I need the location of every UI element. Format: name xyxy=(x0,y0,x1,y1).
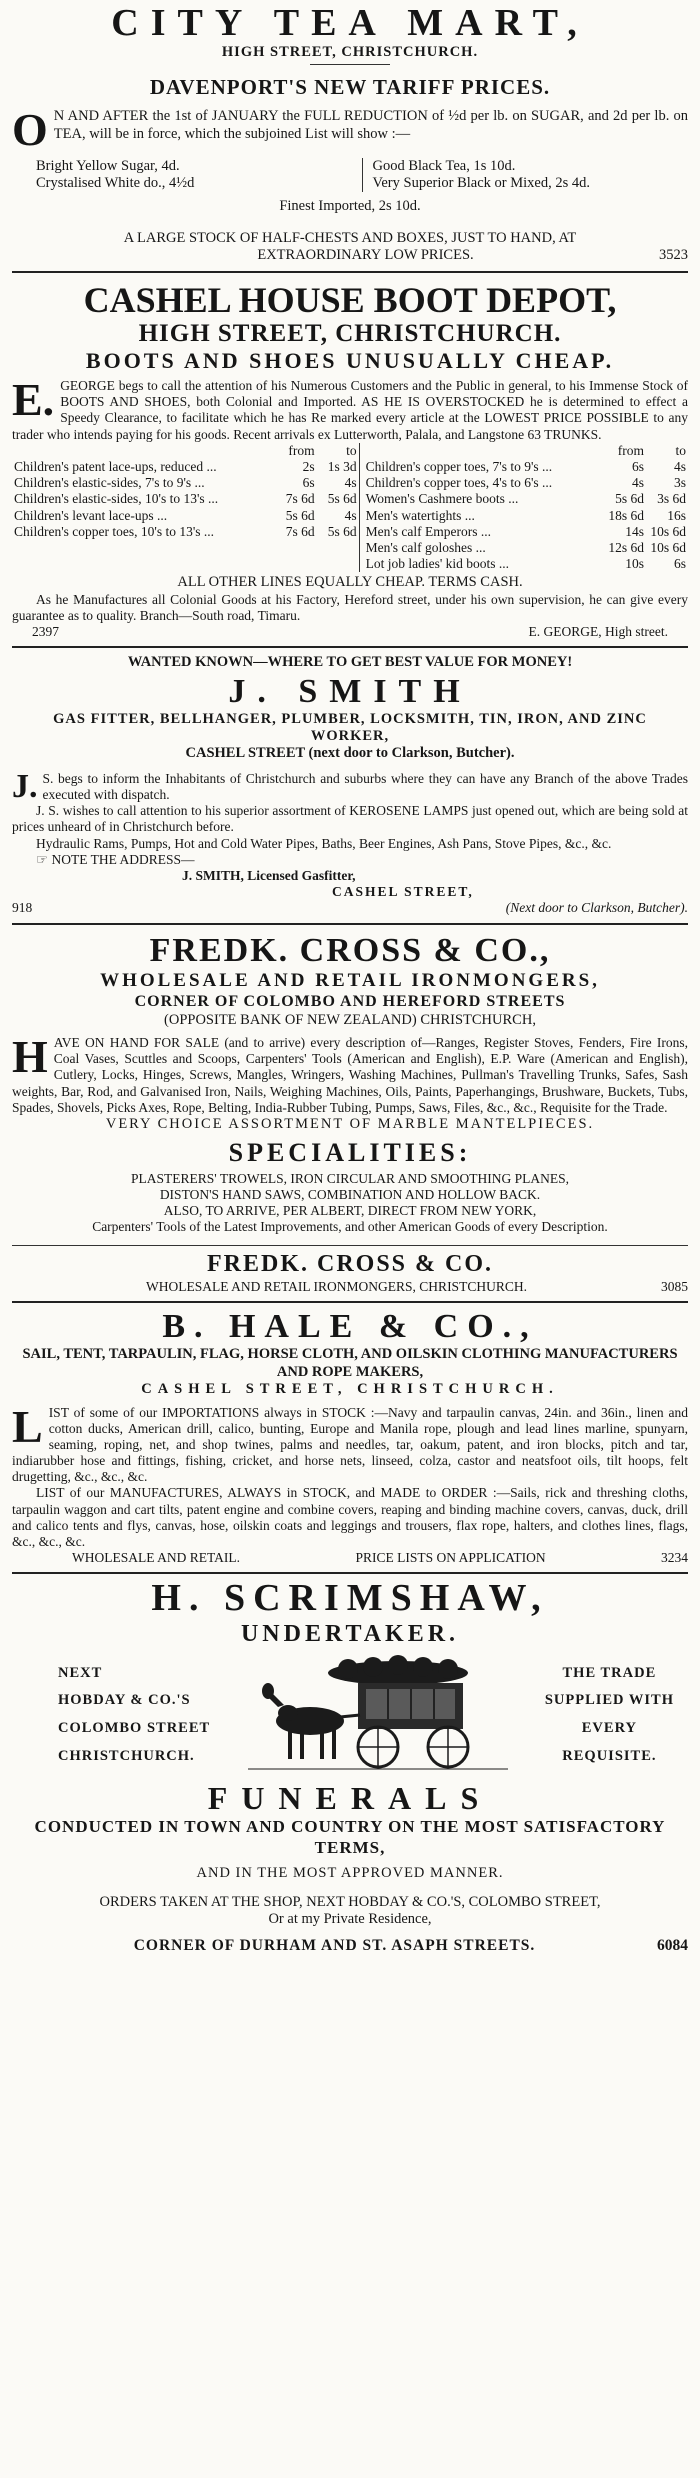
price-item: Bright Yellow Sugar, 4d. xyxy=(36,157,180,174)
ad-intro xyxy=(12,108,688,149)
ad-opposite: (OPPOSITE BANK OF NEW ZEALAND) CHRISTCHURCH, xyxy=(164,1011,536,1028)
ad-intro xyxy=(12,378,688,443)
table-row xyxy=(12,508,688,524)
ad-address: CASHEL STREET, CHRISTCHURCH. xyxy=(141,1381,559,1398)
price-from: 2s xyxy=(302,458,315,474)
price-to: 16s xyxy=(667,507,686,523)
address-line: HOBDAY & CO.'S xyxy=(58,1692,191,1709)
price-list xyxy=(36,158,688,193)
price-to: 5s 6d xyxy=(327,523,357,539)
item-name: Children's elastic-sides, 10's to 13's ... xyxy=(14,491,219,507)
price-from: 5s 6d xyxy=(285,507,315,523)
left-address-block xyxy=(12,1660,210,1770)
ad-address: HIGH STREET, CHRISTCHURCH. xyxy=(221,43,479,60)
ad-body xyxy=(12,1035,688,1116)
ad-body-text: S. begs to inform the Inhabitants of Christchurch and suburbs where they can have any Branch of the above Trades executed with dispatch. xyxy=(42,770,688,803)
col-header-from: from xyxy=(617,442,644,458)
ad-body-text: Hydraulic Rams, Pumps, Hot and Cold Water Pipes, Baths, Beer Engines, Ash Pans, Stove Pipes, &c., &c. xyxy=(36,835,612,851)
trade-line: THE TRADE xyxy=(562,1664,657,1681)
ad-title: B. HALE & CO., xyxy=(162,1308,538,1346)
choice-line: VERY CHOICE ASSORTMENT OF MARBLE MANTELPIECES. xyxy=(105,1115,595,1132)
item-name: Children's copper toes, 7's to 9's ... xyxy=(365,458,553,474)
ad-body-text: J. S. wishes to call attention to his superior assortment of KEROSENE LAMPS just opened out, which are being sold at prices unheard of in Christchurch before. xyxy=(12,803,688,835)
item-name xyxy=(12,556,275,572)
ad-number: 6084 xyxy=(657,1936,688,1954)
speciality-line: Carpenters' Tools of the Latest Improvements, and other American Goods of every Description. xyxy=(92,1219,608,1235)
col-header-to: to xyxy=(675,442,686,458)
drop-cap: H xyxy=(12,1035,48,1083)
item-name: Men's calf Emperors ... xyxy=(365,523,492,539)
ad-number: 3234 xyxy=(661,1550,688,1566)
ad-number: 3085 xyxy=(661,1279,688,1295)
h-scrimshaw-ad xyxy=(12,1574,688,1955)
right-trade-block xyxy=(545,1660,688,1770)
speciality-line: DISTON'S HAND SAWS, COMBINATION AND HOLLOW BACK. xyxy=(159,1186,541,1202)
table-row xyxy=(12,475,688,491)
table-row xyxy=(12,459,688,475)
other-lines: ALL OTHER LINES EQUALLY CHEAP. TERMS CASH. xyxy=(177,574,523,591)
drop-cap: E. xyxy=(12,378,55,425)
price-from: 7s 6d xyxy=(285,491,315,507)
col-header-from: from xyxy=(288,442,315,458)
price-to: 10s 6d xyxy=(650,523,686,539)
table-row xyxy=(12,556,688,572)
ad-corner: CORNER OF COLOMBO AND HEREFORD STREETS xyxy=(134,993,566,1011)
wholesale-retail: WHOLESALE AND RETAIL. xyxy=(72,1550,241,1566)
price-to: 4s xyxy=(344,475,357,491)
trade-line: EVERY xyxy=(581,1720,638,1736)
address-line: NEXT xyxy=(58,1664,103,1681)
note-address: ☞ NOTE THE ADDRESS— xyxy=(36,851,195,867)
ad-title: H. SCRIMSHAW, xyxy=(151,1577,549,1620)
ad-number: 3523 xyxy=(659,247,688,264)
table-row xyxy=(12,524,688,540)
price-from: 10s xyxy=(625,556,644,572)
price-item: Good Black Tea, 1s 10d. xyxy=(372,157,516,174)
signature-note: (Next door to Clarkson, Butcher). xyxy=(505,900,688,916)
ad-body-text: LIST of our MANUFACTURES, ALWAYS in STOCK, and MADE to ORDER :—Sails, rick and threshing cloths, tarpaulin waggon and cart tilts, patent engine and combine covers, reaping and binding machine covers, canvas, duck, drill and calico tents and flys, canvas, hose, oilskin coats and leggings and trousers, flax rope, halters, and clothes lines, flags, &c., &c., &c. xyxy=(12,1485,688,1550)
price-item: Crystalised White do., 4½d xyxy=(36,174,195,191)
price-from: 6s xyxy=(302,475,315,491)
address-line: COLOMBO STREET xyxy=(58,1720,211,1736)
j-smith-ad xyxy=(12,648,688,924)
short-rule xyxy=(310,64,390,65)
ad-address: HIGH STREET, CHRISTCHURCH. xyxy=(138,320,562,348)
address-line: CHRISTCHURCH. xyxy=(58,1747,195,1764)
trade-line: REQUISITE. xyxy=(562,1747,657,1764)
price-to: 3s xyxy=(673,475,686,491)
ad-body xyxy=(12,771,688,803)
item-name: Children's elastic-sides, 7's to 9's ... xyxy=(14,475,205,491)
ad-intro-text: GEORGE begs to call the attention of his Numerous Customers and the Public in general, to his Immense Stock of BOOTS AND SHOES, both Colonial and Imported. AS HE IS OVERSTOCKED he is determined to effect a Speedy Clearance, to facilitate which he has Re marked every article at the LOWEST PRICE POSSIBLE to any trader who intends paying for his goods. Recent arrivals ex Lutterworth, Palala, and Langstone 63 TRUNKS. xyxy=(12,378,688,442)
manufacture-note: As he Manufactures all Colonial Goods at his Factory, Hereford street, under his own supervision, he can give every guarantee as to quality. Branch—South road, Timaru. xyxy=(12,591,688,623)
price-to xyxy=(317,540,360,556)
ad-address: CASHEL STREET (next door to Clarkson, Butcher). xyxy=(185,745,515,762)
ad-heading: DAVENPORT'S NEW TARIFF PRICES. xyxy=(149,75,551,100)
ad-body-text: AVE ON HAND FOR SALE (and to arrive) every description of—Ranges, Register Stoves, Fenders, Fire Irons, Coal Vases, Scuttles and Scoops, Carpenters' Tools (American and English), E.P. Ware (American and English), Cutlery, Locks, Hinges, Screws, Mangles, Wringers, Washing Machines, Pullman's Travelling Trunks, Safes, Sash weights, Bar, Rod, and Galvanised Iron, Nails, Weighing Machines, Oils, Paints, Paperhangings, Brushware, Buckets, Tubs, Spades, Shovels, Picks Axes, Rope, Belting, India-Rubber Tubing, Pumps, Saws, Files, &c., &c., Requisite for the Trade. xyxy=(12,1035,688,1115)
ad-body-text: IST of some of our IMPORTATIONS always in STOCK :—Navy and tarpaulin canvas, 24in. and 36in., linen and cotton ducks, American drill, calico, bunting, Europe and Manila rope, plough and lead lines marline, spunyarn, seaming, roping, net, and shop twines, palms and needles, tar, oakum, patent, and iron blocks, pitch and tar, indiarubber hose and fittings, fishing, cricket, and horse nets, linseed, colza, castor and neatsfoot oils, tilt hoops, felt drugetting, &c., &c., &c. xyxy=(12,1404,688,1485)
price-from: 6s xyxy=(631,458,644,474)
price-to: 10s 6d xyxy=(650,539,686,555)
stock-line: A LARGE STOCK OF HALF-CHESTS AND BOXES, JUST TO HAND, AT xyxy=(123,229,577,246)
orders-line: ORDERS TAKEN AT THE SHOP, NEXT HOBDAY & CO.'S, COLOMBO STREET, xyxy=(99,1894,601,1911)
ad-trades: GAS FITTER, BELLHANGER, PLUMBER, LOCKSMITH, TIN, IRON, AND ZINC WORKER, xyxy=(53,710,647,745)
item-name: Men's watertights ... xyxy=(365,507,475,523)
item-name: Children's levant lace-ups ... xyxy=(14,507,168,523)
price-from: 18s 6d xyxy=(608,507,644,523)
item-name: Children's patent lace-ups, reduced ... xyxy=(14,458,217,474)
signature: E. GEORGE, High street. xyxy=(528,624,668,640)
hearse-illustration xyxy=(248,1655,508,1775)
ad-slogan: BOOTS AND SHOES UNUSUALLY CHEAP. xyxy=(85,347,615,373)
b-hale-ad xyxy=(12,1303,688,1574)
table-row xyxy=(12,491,688,507)
price-to: 1s 3d xyxy=(327,458,357,474)
item-name xyxy=(12,540,275,556)
price-from: 5s 6d xyxy=(615,491,644,507)
ad-title: J. SMITH xyxy=(228,672,472,710)
item-name: Children's copper toes, 10's to 13's ... xyxy=(14,523,215,539)
ad-title: CITY TEA MART, xyxy=(111,2,589,44)
ad-number: 2397 xyxy=(32,624,59,640)
drop-cap: J. xyxy=(12,770,38,804)
ad-intro-text: N AND AFTER the 1st of JANUARY the FULL REDUCTION of ½d per lb. on SUGAR, and 2d per lb. on TEA, will be in force, which the subjoined List will show :— xyxy=(53,108,688,142)
stock-line: EXTRAORDINARY LOW PRICES. xyxy=(257,247,474,264)
price-from: 4s xyxy=(631,475,644,491)
city-tea-mart-ad xyxy=(12,2,688,273)
price-to: 6s xyxy=(673,556,686,572)
funerals-heading: FUNERALS xyxy=(207,1780,493,1816)
ad-title: CASHEL HOUSE BOOT DEPOT, xyxy=(83,279,617,320)
wanted-known: WANTED KNOWN—WHERE TO GET BEST VALUE FOR MONEY! xyxy=(127,654,573,671)
conducted-line: CONDUCTED IN TOWN AND COUNTRY ON THE MOST SATISFACTORY TERMS, xyxy=(34,1817,666,1858)
speciality-line: PLASTERERS' TROWELS, IRON CIRCULAR AND SMOOTHING PLANES, xyxy=(131,1170,569,1186)
price-to: 3s 6d xyxy=(657,491,686,507)
ad-number: 918 xyxy=(12,900,33,916)
item-name: Men's calf goloshes ... xyxy=(365,539,486,555)
price-item: Very Superior Black or Mixed, 2s 4d. xyxy=(372,174,590,191)
hearse-section xyxy=(12,1655,688,1775)
price-lists: PRICE LISTS ON APPLICATION xyxy=(355,1550,546,1566)
footer-title: FREDK. CROSS & CO. xyxy=(12,1245,688,1279)
price-from xyxy=(275,540,317,556)
specialities-heading: SPECIALITIES: xyxy=(228,1138,472,1168)
price-from: 14s xyxy=(625,523,644,539)
signature-street: CASHEL STREET, xyxy=(332,884,474,900)
drop-cap: L xyxy=(12,1404,43,1452)
item-name: Children's copper toes, 4's to 6's ... xyxy=(365,475,553,491)
ad-line1: SAIL, TENT, TARPAULIN, FLAG, HORSE CLOTH, AND OILSKIN CLOTHING MANUFACTURERS AND ROPE MAKERS, xyxy=(22,1346,678,1380)
price-to: 4s xyxy=(344,507,357,523)
boot-price-table xyxy=(12,443,688,573)
ad-title: FREDK. CROSS & CO., xyxy=(149,931,551,969)
price-to: 5s 6d xyxy=(327,491,357,507)
fredk-cross-ad xyxy=(12,925,688,1304)
residence-line: Or at my Private Residence, xyxy=(268,1911,432,1928)
item-name: Lot job ladies' kid boots ... xyxy=(365,556,510,572)
ad-body xyxy=(12,1405,688,1486)
table-row xyxy=(12,540,688,556)
corner-line: CORNER OF DURHAM AND ST. ASAPH STREETS. xyxy=(133,1936,536,1954)
cashel-house-boot-depot-ad xyxy=(12,273,688,649)
speciality-line: ALSO, TO ARRIVE, PER ALBERT, DIRECT FROM NEW YORK, xyxy=(163,1202,537,1218)
table-header-row xyxy=(12,443,688,459)
price-from: 7s 6d xyxy=(285,523,315,539)
price-from xyxy=(275,556,317,572)
ad-subtitle: WHOLESALE AND RETAIL IRONMONGERS, xyxy=(100,969,600,991)
ad-subtitle: UNDERTAKER. xyxy=(240,1621,460,1648)
price-to: 4s xyxy=(673,458,686,474)
column-divider xyxy=(362,158,363,193)
price-to xyxy=(317,556,360,572)
manner-line: AND IN THE MOST APPROVED MANNER. xyxy=(196,1864,504,1881)
price-from: 12s 6d xyxy=(608,539,644,555)
drop-cap: O xyxy=(12,108,48,150)
trade-line: SUPPLIED WITH xyxy=(544,1692,674,1709)
footer-subtitle: WHOLESALE AND RETAIL IRONMONGERS, CHRISTCHURCH. xyxy=(146,1279,527,1295)
item-name: Women's Cashmere boots ... xyxy=(365,491,519,507)
finest-price: Finest Imported, 2s 10d. xyxy=(279,198,421,215)
signature: J. SMITH, Licensed Gasfitter, xyxy=(182,867,356,883)
col-header-to: to xyxy=(346,442,357,458)
